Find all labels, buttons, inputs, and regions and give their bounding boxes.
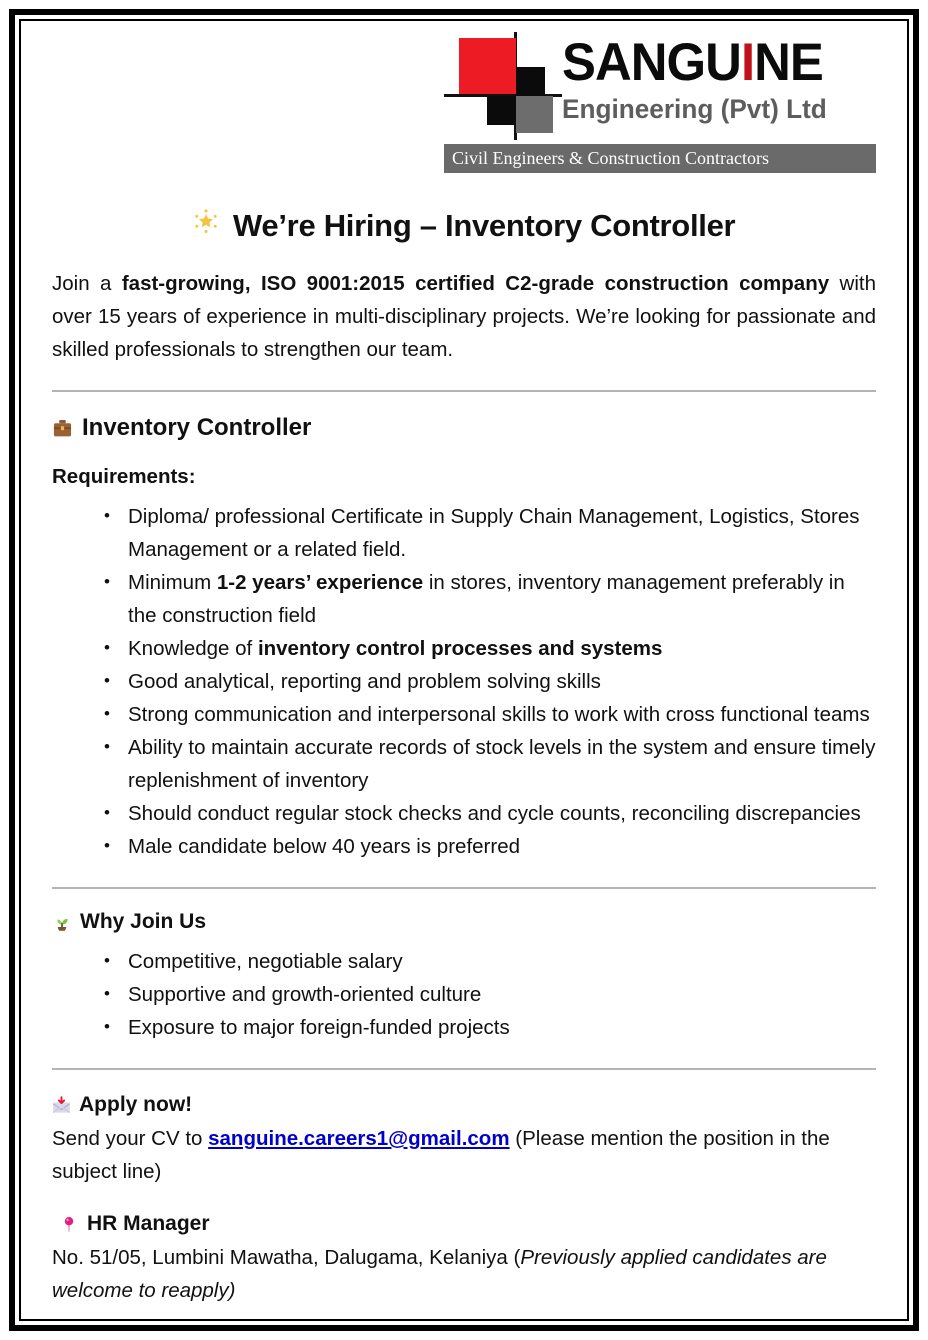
- company-header: [52, 30, 876, 173]
- logo-gray-square: [516, 96, 553, 133]
- why-join-list: [52, 945, 876, 1044]
- requirements-label: Requirements:: [52, 465, 196, 488]
- req-text-pre: Knowledge of: [128, 637, 258, 660]
- why-join-heading: [52, 907, 876, 937]
- list-item: • Competitive, negotiable salary: [128, 945, 876, 978]
- req-text-pre: Strong communication and interpersonal skills to work with cross functional teams: [128, 703, 870, 726]
- list-item: • Supportive and growth-oriented culture: [128, 978, 876, 1011]
- inbox-tray-icon: [52, 1096, 71, 1115]
- list-item: [128, 830, 876, 863]
- position-heading: [52, 412, 876, 444]
- logo-company-name: [562, 34, 863, 92]
- address-plain-text: No. 51/05, Lumbini Mawatha, Dalugama, Kelaniya (: [52, 1245, 521, 1269]
- page-title-text: We’re Hiring – Inventory Controller: [233, 208, 736, 243]
- req-text-bold: 1-2 years’ experience: [216, 571, 424, 594]
- req-text-pre: Minimum: [128, 571, 217, 594]
- req-text-pre: Good analytical, reporting and problem solving skills: [128, 670, 601, 693]
- apply-send-suffix: (Please mention the position in the subject line): [52, 1127, 830, 1183]
- intro-bold: fast-growing, ISO 9001:2015 certified C2-grade construction company: [121, 272, 830, 295]
- address-italic-note: Previously applied candidates are welcome to reapply): [52, 1245, 827, 1302]
- divider-middle: [52, 887, 876, 889]
- list-item: [128, 797, 876, 830]
- req-text-post: in stores, inventory management preferably in the construction field: [128, 571, 845, 627]
- logo-red-square: [459, 38, 516, 94]
- logo-name-accent-letter: I: [740, 33, 755, 92]
- page-content: [30, 30, 898, 1310]
- logo-squares-icon: [444, 32, 562, 140]
- apply-heading: [52, 1090, 876, 1120]
- logo-top-row: [444, 32, 876, 142]
- list-item: [128, 500, 876, 566]
- apply-title: Apply now!: [79, 1093, 193, 1116]
- req-text-pre: Should conduct regular stock checks and cycle counts, reconciling discrepancies: [128, 802, 861, 825]
- apply-instructions: [52, 1122, 876, 1188]
- logo-tagline-banner: Civil Engineers & Construction Contractors: [444, 144, 876, 173]
- contact-role-text: HR Manager: [87, 1211, 210, 1235]
- intro-paragraph: [52, 267, 876, 366]
- list-item: [128, 566, 876, 632]
- list-item: [128, 632, 876, 665]
- divider-bottom: [52, 1068, 876, 1070]
- requirements-list: [52, 500, 876, 863]
- round-pushpin-icon: [60, 1215, 78, 1233]
- why-join-title: Why Join Us: [80, 910, 207, 933]
- briefcase-icon: [52, 418, 73, 439]
- company-logo: [444, 32, 876, 173]
- intro-rest: with over 15 years of experience in multi-disciplinary projects. We’re looking for passionate and skilled professionals to strengthen our team.: [52, 272, 876, 361]
- logo-wordmark: [562, 32, 876, 126]
- apply-send-prefix: Send your CV to: [52, 1127, 209, 1150]
- req-text-pre: Diploma/ professional Certificate in Supply Chain Management, Logistics, Stores Management or a related field.: [128, 505, 860, 561]
- position-title: Inventory Controller: [82, 414, 312, 441]
- seedling-icon: [52, 912, 72, 932]
- intro-lead: Join a: [52, 272, 122, 295]
- logo-black-square-upper: [516, 67, 545, 96]
- glowing-star-icon: [193, 208, 219, 234]
- logo-name-part1: SANGU: [562, 33, 741, 92]
- page-title: [52, 207, 876, 245]
- logo-name-part2: NE: [754, 33, 823, 92]
- list-item: [128, 665, 876, 698]
- list-item: [128, 698, 876, 731]
- req-text-pre: Ability to maintain accurate records of stock levels in the system and ensure timely replenishment of inventory: [128, 736, 876, 792]
- company-address: [52, 1241, 876, 1307]
- divider-top: [52, 390, 876, 392]
- list-item: [128, 731, 876, 797]
- apply-email-link[interactable]: sanguine.careers1@gmail.com: [208, 1127, 510, 1150]
- req-text-bold: inventory control processes and systems: [257, 637, 663, 660]
- logo-subtitle: Engineering (Pvt) Ltd: [562, 94, 827, 124]
- req-text-pre: Male candidate below 40 years is preferred: [128, 835, 520, 858]
- contact-role-line: [52, 1209, 876, 1239]
- list-item: • Exposure to major foreign-funded projects: [128, 1011, 876, 1044]
- logo-black-square-lower: [487, 96, 516, 125]
